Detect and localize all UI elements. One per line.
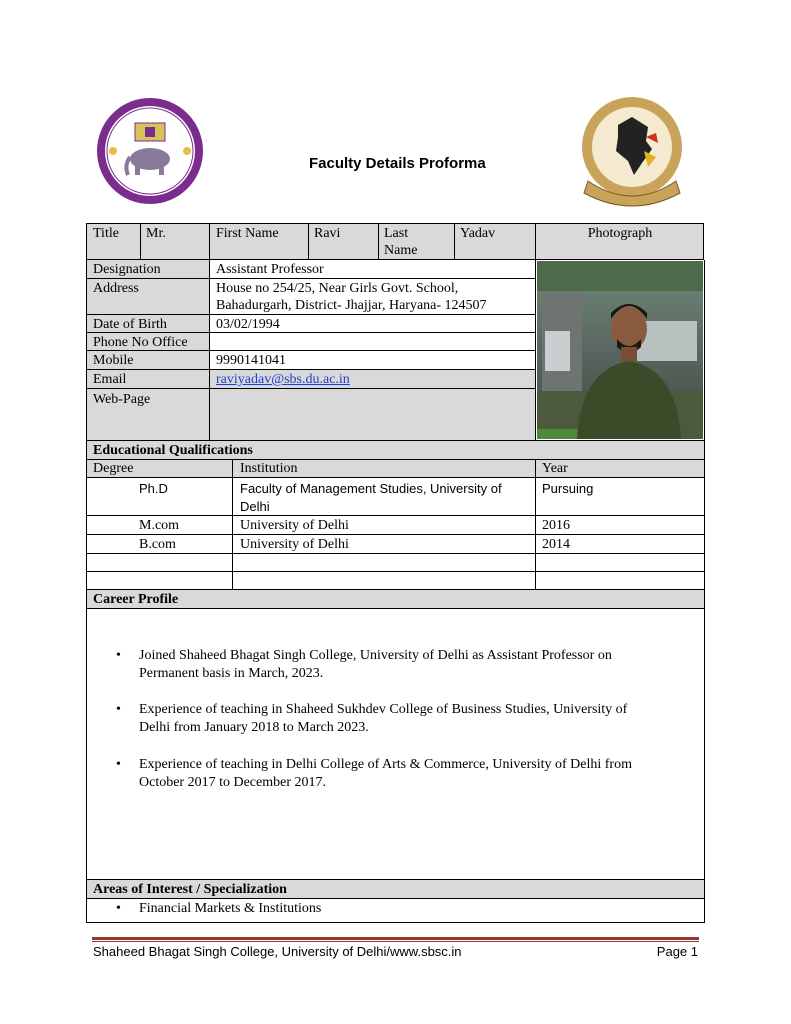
- mobile-value: 9990141041: [216, 353, 286, 368]
- last-name-label: Last Name: [384, 226, 418, 258]
- webpage-label: Web-Page: [93, 392, 151, 407]
- sbsc-college-logo: [580, 95, 684, 207]
- title-label: Title: [93, 226, 119, 241]
- university-of-delhi-logo: [95, 97, 205, 205]
- col-degree: Degree: [93, 461, 134, 476]
- year-mcom: 2016: [542, 518, 570, 533]
- footer-page-number: Page 1: [656, 944, 698, 959]
- institution-mcom: University of Delhi: [240, 518, 349, 533]
- interest-bullet-1: •: [116, 901, 121, 916]
- footer-rule-thick: [92, 937, 699, 940]
- career-item-3-l2: October 2017 to December 2017.: [139, 775, 326, 790]
- designation-value: Assistant Professor: [216, 262, 324, 277]
- bullet-3: •: [116, 757, 121, 772]
- footer-rule-thin: [92, 941, 699, 942]
- address-label: Address: [93, 281, 139, 296]
- designation-label: Designation: [93, 262, 161, 277]
- year-bcom: 2014: [542, 537, 570, 552]
- career-item-1-l2: Permanent basis in March, 2023.: [139, 666, 324, 681]
- footer-left-text: Shaheed Bhagat Singh College, University of Delhi/www.sbsc.in: [93, 944, 462, 959]
- year-phd: Pursuing: [542, 481, 594, 496]
- address-line-2: Bahadurgarh, District- Jhajjar, Haryana- 124507: [216, 298, 487, 313]
- interest-item-1: Financial Markets & Institutions: [139, 901, 322, 916]
- first-name-label: First Name: [216, 226, 279, 241]
- career-heading: Career Profile: [93, 592, 179, 607]
- address-line-1: House no 254/25, Near Girls Govt. School,: [216, 281, 459, 296]
- last-name-value: Yadav: [460, 226, 496, 241]
- col-year: Year: [542, 461, 568, 476]
- career-item-3-l1: Experience of teaching in Delhi College of Arts & Commerce, University of Delhi from: [139, 757, 632, 772]
- bullet-2: •: [116, 702, 121, 717]
- bullet-1: •: [116, 648, 121, 663]
- interests-heading: Areas of Interest / Specialization: [93, 882, 287, 897]
- degree-bcom: B.com: [139, 537, 176, 552]
- faculty-photo: [537, 261, 703, 439]
- email-label: Email: [93, 372, 127, 387]
- first-name-value: Ravi: [314, 226, 341, 241]
- career-item-1-l1: Joined Shaheed Bhagat Singh College, University of Delhi as Assistant Professor on: [139, 648, 612, 663]
- dob-value: 03/02/1994: [216, 317, 280, 332]
- institution-bcom: University of Delhi: [240, 537, 349, 552]
- col-institution: Institution: [240, 461, 298, 476]
- career-item-2-l1: Experience of teaching in Shaheed Sukhdev College of Business Studies, University of: [139, 702, 628, 717]
- phone-label: Phone No Office: [93, 335, 188, 350]
- institution-phd-l1: Faculty of Management Studies, University of: [240, 481, 502, 496]
- career-item-2-l2: Delhi from January 2018 to March 2023.: [139, 720, 369, 735]
- degree-phd: Ph.D: [139, 481, 168, 496]
- dob-label: Date of Birth: [93, 317, 167, 332]
- education-heading: Educational Qualifications: [93, 443, 253, 458]
- page-title: Faculty Details Proforma: [309, 155, 486, 172]
- email-link[interactable]: raviyadav@sbs.du.ac.in: [216, 372, 350, 387]
- institution-phd-l2: Delhi: [240, 499, 270, 514]
- title-value: Mr.: [146, 226, 166, 241]
- mobile-label: Mobile: [93, 353, 134, 368]
- photograph-label: Photograph: [587, 226, 653, 241]
- degree-mcom: M.com: [139, 518, 180, 533]
